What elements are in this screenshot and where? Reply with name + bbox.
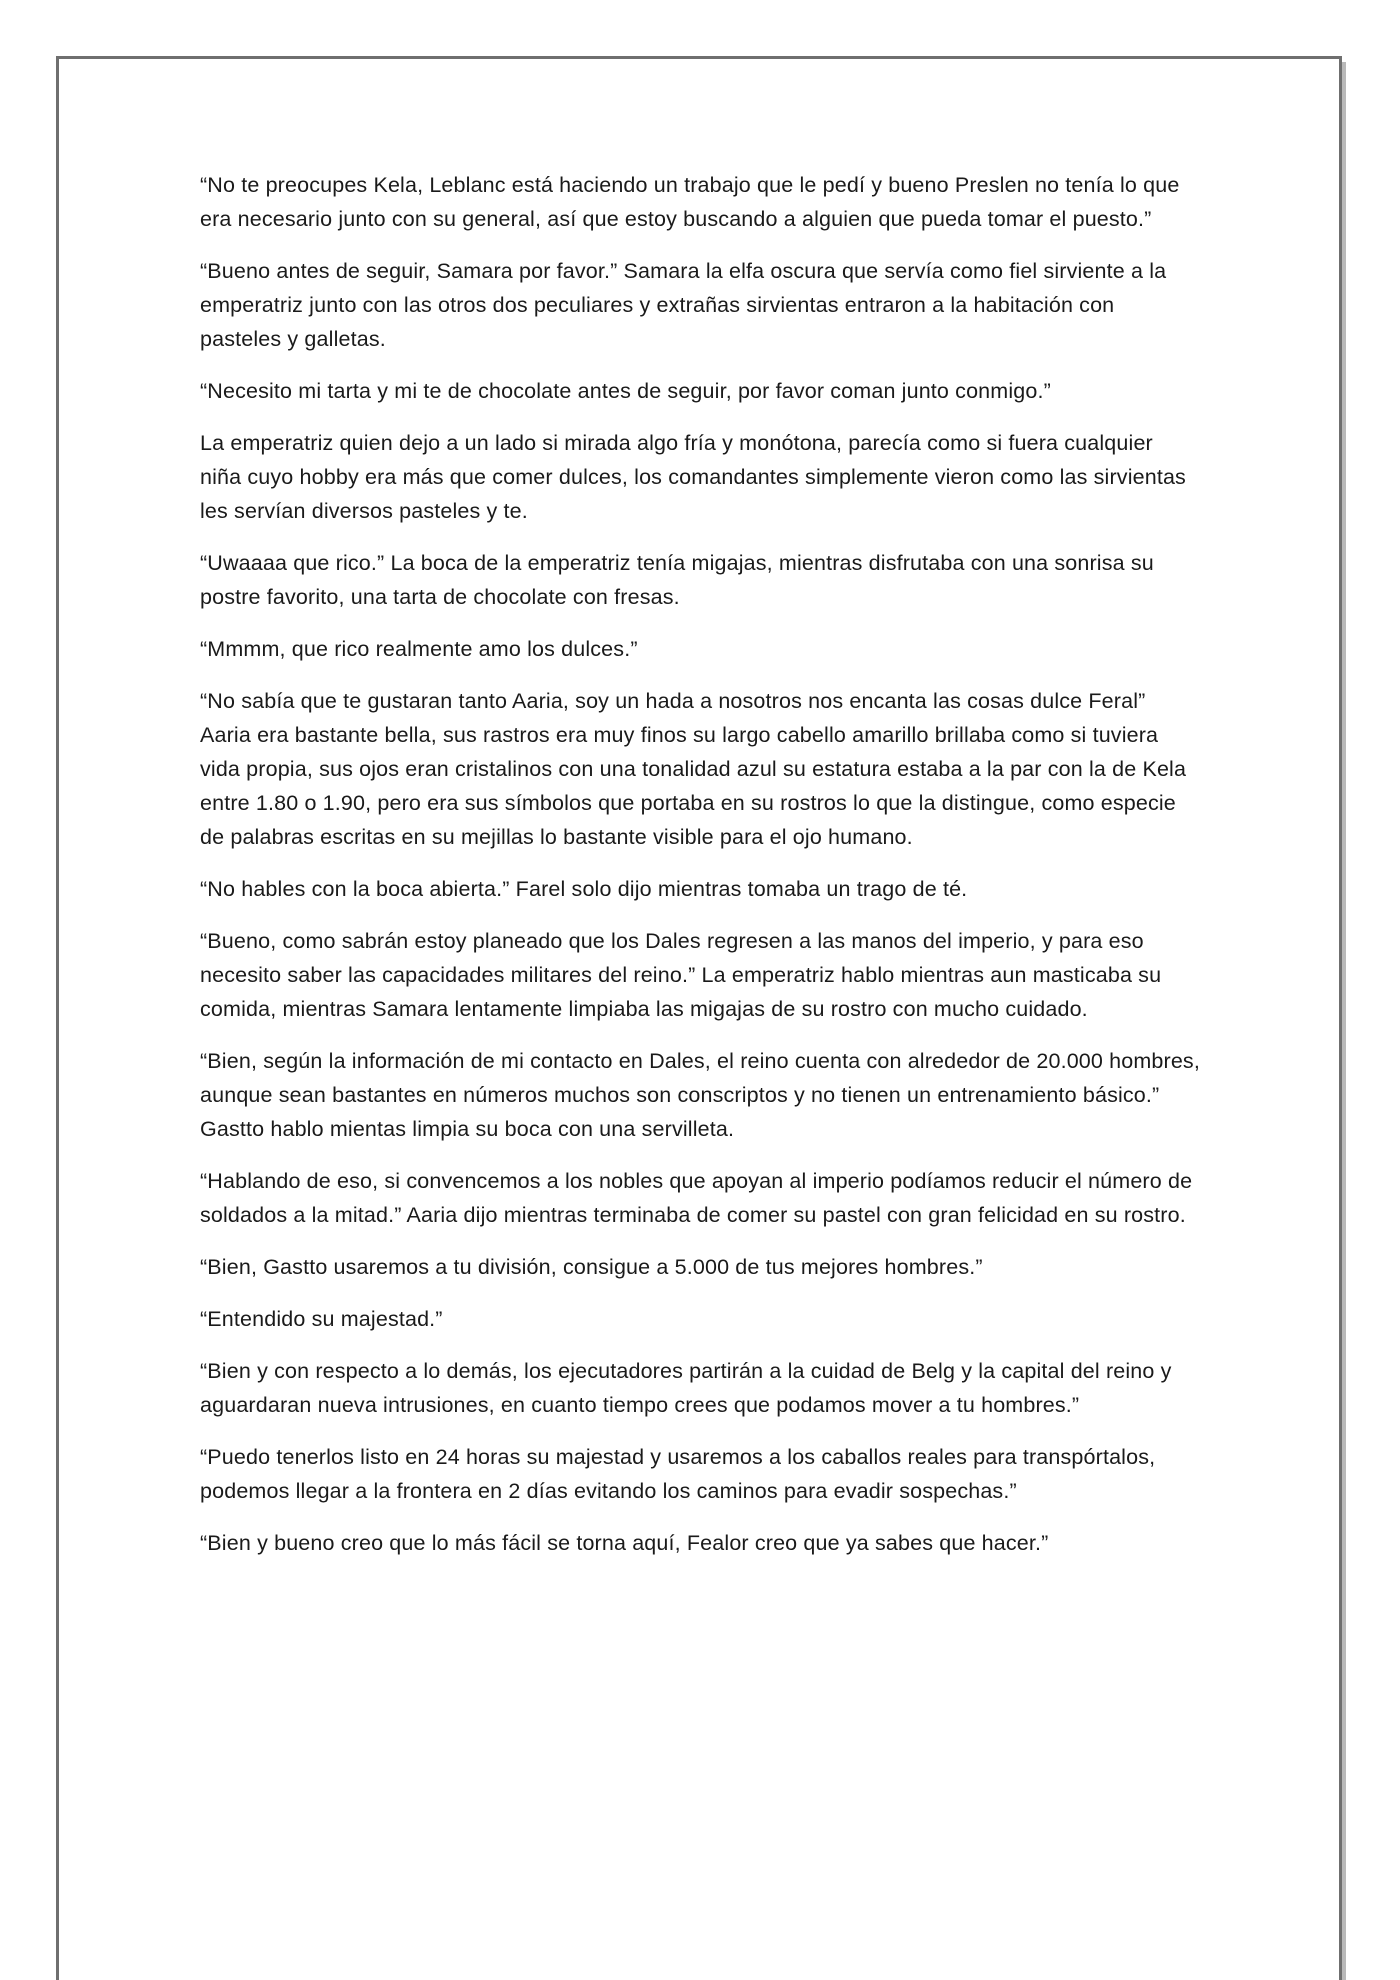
paragraph: “Hablando de eso, si convencemos a los nobles que apoyan al imperio podíamos reducir el número de soldados a la mitad.” Aaria dijo mientras terminaba de comer su pastel con gran felicidad en su rostro. [200, 1169, 1193, 1227]
paragraph: “No sabía que te gustaran tanto Aaria, soy un hada a nosotros nos encanta las cosas dulce Feral” Aaria era bastante bella, sus rastros era muy finos su largo cabello amarillo brillaba como si tuviera vida propia, sus ojos eran cristalinos con una tonalidad azul su estatura estaba a la par con la de Kela entre 1.80 o 1.90, pero era sus símbolos que portaba en su rostros lo que la distingue, como especie de palabras escritas en su mejillas lo bastante visible para el ojo humano. [200, 689, 1187, 849]
paragraph: “Puedo tenerlos listo en 24 horas su majestad y usaremos a los caballos reales para transpórtalos, podemos llegar a la frontera en 2 días evitando los caminos para evadir sospechas.” [200, 1445, 1156, 1503]
paragraph: “Uwaaaa que rico.” La boca de la emperatriz tenía migajas, mientras disfrutaba con una sonrisa su postre favorito, una tarta de chocolate con fresas. [200, 551, 1154, 609]
page-edge-shadow [1342, 62, 1346, 1980]
paragraph: “Bien, según la información de mi contacto en Dales, el reino cuenta con alrededor de 20.000 hombres, aunque sean bastantes en números muchos son conscriptos y no tienen un entrenamiento básico.” Gastto hablo mientas limpia su boca con una servilleta. [200, 1049, 1200, 1141]
paragraph: “Bueno, como sabrán estoy planeado que los Dales regresen a las manos del imperio, y para eso necesito saber las capacidades militares del reino.” La emperatriz hablo mientras aun masticaba su comida, mientras Samara lentamente limpiaba las migajas de su rostro con mucho cuidado. [200, 929, 1162, 1021]
paragraph: “Mmmm, que rico realmente amo los dulces.” [200, 637, 638, 661]
paragraph: “Bien y con respecto a lo demás, los ejecutadores partirán a la cuidad de Belg y la capital del reino y aguardaran nueva intrusiones, en cuanto tiempo crees que podamos mover a tu hombres.” [200, 1359, 1172, 1417]
paragraph: La emperatriz quien dejo a un lado si mirada algo fría y monótona, parecía como si fuera cualquier niña cuyo hobby era más que comer dulces, los comandantes simplemente vieron como las sirvientas les servían diversos pasteles y te. [200, 431, 1186, 523]
document-body [200, 168, 1200, 1578]
paragraph: “Bueno antes de seguir, Samara por favor.” Samara la elfa oscura que servía como fiel sirviente a la emperatriz junto con las otros dos peculiares y extrañas sirvientas entraron a la habitación con pasteles y galletas. [200, 259, 1167, 351]
paragraph: “Bien y bueno creo que lo más fácil se torna aquí, Fealor creo que ya sabes que hacer.” [200, 1531, 1049, 1555]
paragraph: “No te preocupes Kela, Leblanc está haciendo un trabajo que le pedí y bueno Preslen no tenía lo que era necesario junto con su general, así que estoy buscando a alguien que pueda tomar el puesto.” [200, 173, 1180, 231]
paragraph: “Entendido su majestad.” [200, 1307, 443, 1331]
paragraph: “Bien, Gastto usaremos a tu división, consigue a 5.000 de tus mejores hombres.” [200, 1255, 983, 1279]
paragraph: “Necesito mi tarta y mi te de chocolate antes de seguir, por favor coman junto conmigo.” [200, 379, 1051, 403]
paragraph: “No hables con la boca abierta.” Farel solo dijo mientras tomaba un trago de té. [200, 877, 968, 901]
